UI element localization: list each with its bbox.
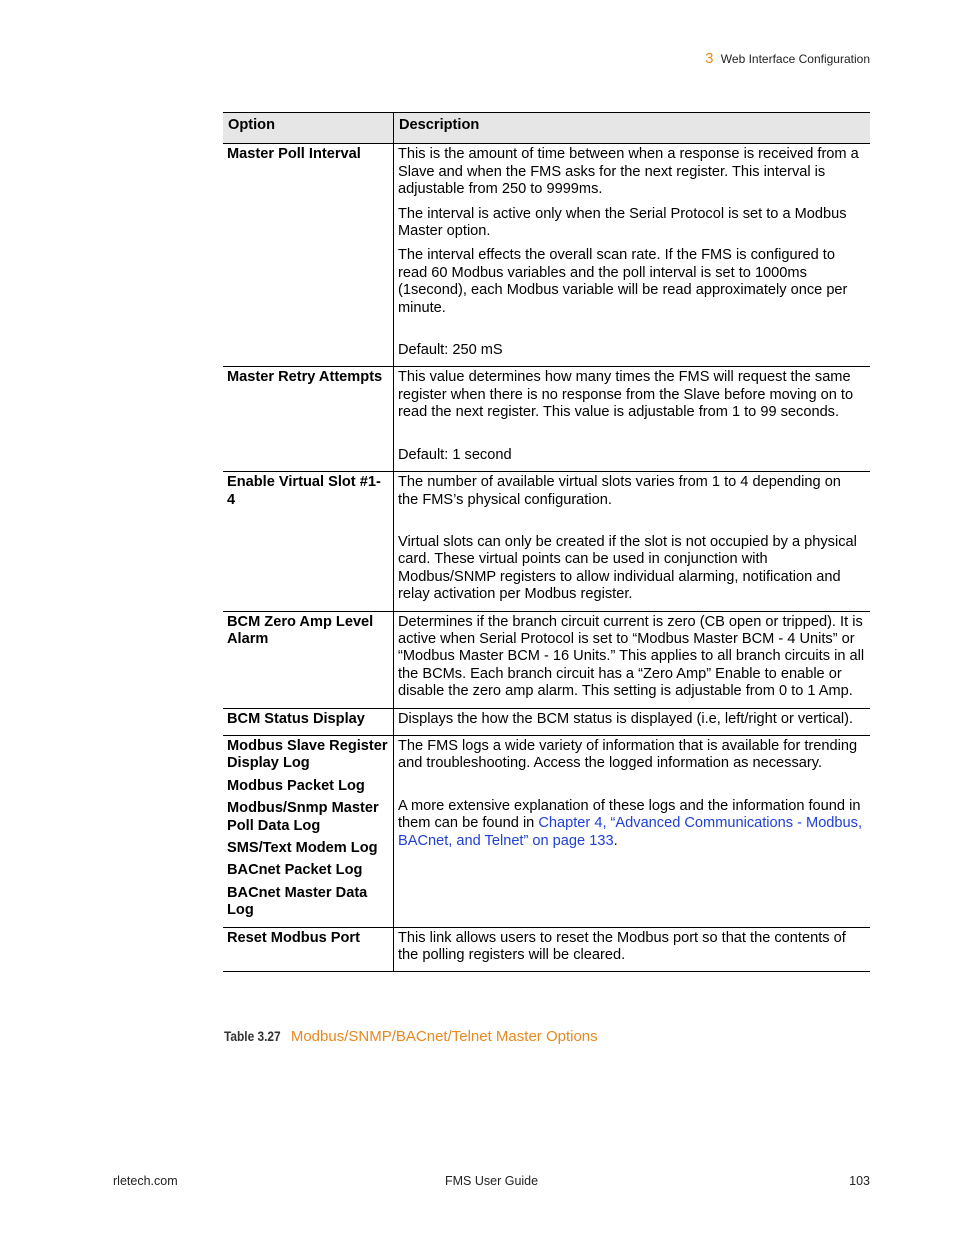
description-cell [394,735,871,927]
option-cell [223,367,394,472]
description-text: Virtual slots can only be created if the slot is not occupied by a physical card. These virtual points can be used in conjunction with Modbus/SNMP registers to allow individual alarming, notification and relay activation per Modbus register. [398,533,857,603]
running-header [705,50,870,67]
table-row [223,144,870,367]
option-label: BCM Zero Amp Level Alarm [227,613,374,647]
option-label: Modbus/Snmp Master Poll Data Log [227,800,379,834]
table-caption [224,1028,598,1045]
footer-document-title: FMS User Guide [445,1174,539,1188]
chapter-title: Web Interface Configuration [720,52,870,66]
footer-page-number: 103 [849,1174,870,1188]
description-text: This link allows users to reset the Modbus port so that the contents of the polling registers will be cleared. [398,929,846,964]
description-cell [394,927,871,972]
chapter-number: 3 [705,50,714,67]
default-value-text: Default: 250 mS [398,342,503,359]
options-table [223,112,870,972]
description-text: This is the amount of time between when a response is received from a Slave and when the FMS asks for the next register. This interval is adjustable from 250 to 9999ms. [398,146,859,198]
description-text: Displays the how the BCM status is displayed (i.e, left/right or vertical). [398,710,854,727]
option-label: BACnet Master Data Log [227,884,368,919]
table-row [223,367,870,472]
description-text: Determines if the branch circuit current is zero (CB open or tripped). It is active when Serial Protocol is set to “Modbus Master BCM - 4 Units” or “Modbus Master BCM - 16 Units.” This applies to all branch circuits in all the BCMs. Each branch circuit has a “Zero Amp” Enable to enable or disable the zero amp alarm. This setting is adjustable from 0 to 1 Amp. [398,613,865,700]
table-row [223,708,870,735]
table-row [223,611,870,708]
description-cell [394,611,871,708]
default-value-text: Default: 1 second [398,446,512,463]
column-header-option: Option [223,113,394,144]
table-row [223,927,870,972]
description-text: The interval is active only when the Serial Protocol is set to a Modbus Master option. [398,205,847,240]
option-label: Modbus Slave Register Display Log [227,737,388,772]
table-header-row [223,113,870,144]
description-text: This value determines how many times the FMS will request the same register when there is no response from the Slave before moving on to read the next register. This value is adjustable from 1 to 99 seconds. [398,369,854,421]
table-title: Modbus/SNMP/BACnet/Telnet Master Options [290,1028,598,1045]
table-number: Table 3.27 [224,1028,281,1044]
option-label: Master Retry Attempts [227,369,383,386]
description-text: The interval effects the overall scan rate. If the FMS is configured to read 60 Modbus variables and the poll interval is set to 1000ms (1second), each Modbus variable will be read approximately once per minute. [398,247,848,316]
description-cell [394,144,871,367]
option-cell [223,144,394,367]
description-text [398,798,865,850]
description-cell [394,472,871,611]
column-header-description: Description [394,113,871,144]
footer-website: rletech.com [113,1174,178,1188]
option-label: BCM Status Display [227,710,365,727]
description-text: The FMS logs a wide variety of information that is available for trending and troubleshooting. Access the logged information as necessary. [398,737,858,772]
option-cell [223,735,394,927]
description-text: The number of available virtual slots varies from 1 to 4 depending on the FMS’s physical configuration. [398,474,841,508]
option-label: Modbus Packet Log [227,777,365,794]
option-cell [223,611,394,708]
option-cell [223,472,394,611]
table-row [223,735,870,927]
link-suffix-text: . [613,832,618,849]
table-row [223,472,870,611]
chapter-4-cross-reference-link[interactable]: Chapter 4, “Advanced Communications - Modbus, BACnet, and Telnet” on page 133 [398,815,863,849]
option-label: BACnet Packet Log [227,862,363,879]
option-label: Reset Modbus Port [227,929,360,946]
description-cell [394,367,871,472]
option-label: SMS/Text Modem Log [227,840,378,856]
link-prefix-text: A more extensive explanation of these logs and the information found in them can be found in [398,797,861,832]
option-label: Master Poll Interval [227,146,361,163]
option-cell [223,708,394,735]
description-cell [394,708,871,735]
option-cell [223,927,394,972]
option-label: Enable Virtual Slot #1-4 [227,474,381,508]
